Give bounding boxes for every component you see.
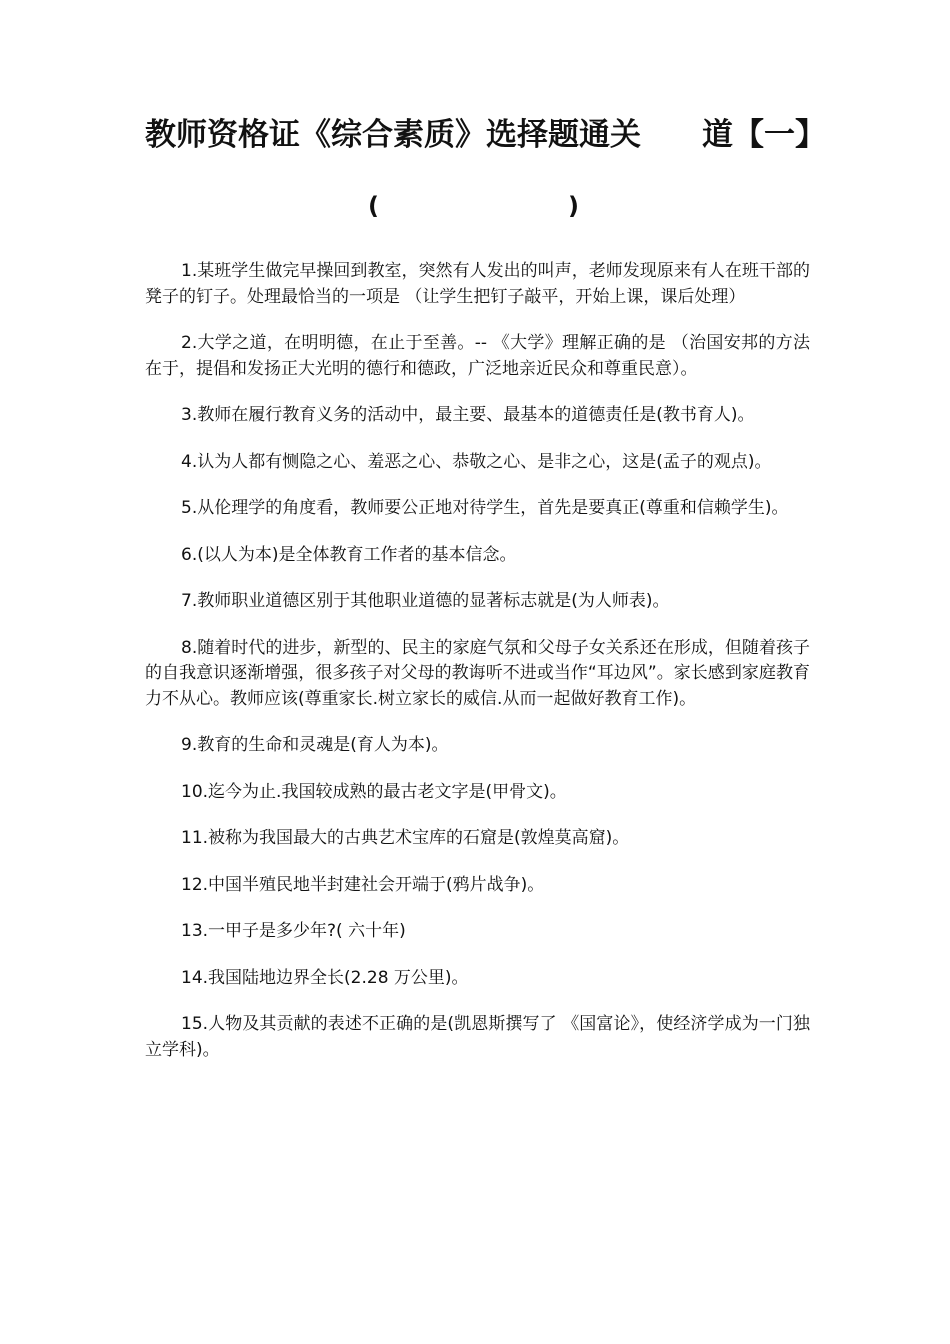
question-item: 7.教师职业道德区别于其他职业道德的显著标志就是(为人师表)。 xyxy=(181,591,670,611)
question-item: 15.人物及其贡献的表述不正确的是(凯恩斯撰写了 《国富论》，使经济学成为一门独立学科)。 xyxy=(145,1014,810,1060)
question-item: 8.随着时代的进步，新型的、民主的家庭气氛和父母子女关系还在形成，但随着孩子的自我意识逐渐增强，很多孩子对父母的教诲听不进或当作“耳边风”。家长感到家庭教育力不从心。教师应该(尊重家长.树立家长的威信.从而一起做好教育工作)。 xyxy=(145,637,810,709)
question-item: 3.教师在履行教育义务的活动中，最主要、最基本的道德责任是(教书育人)。 xyxy=(181,405,755,425)
question-item: 5.从伦理学的角度看，教师要公正地对待学生，首先是要真正(尊重和信赖学生)。 xyxy=(181,498,789,518)
question-list xyxy=(145,259,810,1084)
document-title-tail: 道【一】 xyxy=(702,117,826,153)
subtitle-close-paren: ) xyxy=(568,192,579,220)
question-item: 1.某班学生做完早操回到教室，突然有人发出的叫声，老师发现原来有人在班干部的凳子的钉子。处理最恰当的一项是 （让学生把钉子敲平，开始上课，课后处理） xyxy=(145,261,810,307)
question-item: 9.教育的生命和灵魂是(育人为本)。 xyxy=(181,735,449,755)
question-item: 2.大学之道，在明明德，在止于至善。-- 《大学》理解正确的是 （治国安邦的方法在于，提倡和发扬正大光明的德行和德政，广泛地亲近民众和尊重民意）。 xyxy=(145,333,810,379)
question-item: 12.中国半殖民地半封建社会开端于(鸦片战争)。 xyxy=(181,874,545,895)
document-title: 教师资格证《综合素质》选择题通关 xyxy=(145,117,641,153)
subtitle-open-paren: ( xyxy=(368,192,379,220)
question-item: 6.(以人为本)是全体教育工作者的基本信念。 xyxy=(181,544,517,565)
question-item: 10.迄今为止.我国较成熟的最古老文字是(甲骨文)。 xyxy=(181,781,567,802)
question-item: 4.认为人都有恻隐之心、羞恶之心、恭敬之心、是非之心，这是(孟子的观点)。 xyxy=(181,451,772,472)
question-item: 11.被称为我国最大的古典艺术宝库的石窟是(敦煌莫高窟)。 xyxy=(181,828,630,848)
question-item: 13.一甲子是多少年?( 六十年) xyxy=(181,921,406,941)
question-item: 14.我国陆地边界全长(2.28 万公里)。 xyxy=(181,967,469,988)
